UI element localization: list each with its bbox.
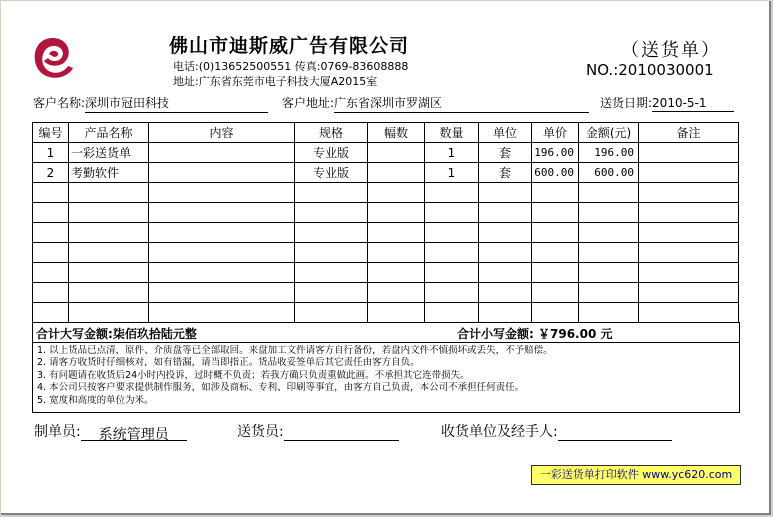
cell-col-no <box>33 303 69 323</box>
customer-address-field <box>282 94 589 113</box>
cell-col-remark <box>639 223 739 243</box>
customer-address-value: 广东省深圳市罗湖区 <box>334 94 589 113</box>
cell-col-content <box>149 183 295 203</box>
table-row <box>33 143 739 163</box>
company-phone-fax: 电话:(0)13652500551 传真:0769-83608888 <box>173 60 409 73</box>
document-title: （送货单） <box>621 40 721 61</box>
cell-col-spec <box>295 283 368 303</box>
cell-col-product: 一彩送货单 <box>69 143 149 163</box>
cell-col-no <box>33 203 69 223</box>
cell-col-qty: 1 <box>425 163 479 183</box>
cell-col-price: 600.00 <box>532 163 579 183</box>
cell-col-spec <box>295 183 368 203</box>
delivery-date-value: 2010-5-1 <box>652 96 734 112</box>
cell-col-qty <box>425 243 479 263</box>
table-row <box>33 223 739 243</box>
table-row <box>33 183 739 203</box>
cell-col-unit: 套 <box>479 163 532 183</box>
cell-col-product <box>69 263 149 283</box>
cell-col-qty <box>425 183 479 203</box>
cell-col-price <box>532 183 579 203</box>
cell-col-panels <box>368 283 425 303</box>
cell-col-amount: 196.00 <box>579 143 639 163</box>
cell-col-panels <box>368 263 425 283</box>
note-item: 2. 请客方收货时仔细核对，如有错漏，请当即指正。货品收妥签单后其它责任由客方自负。 <box>37 357 420 369</box>
customer-name-label: 客户名称: <box>33 96 86 110</box>
cell-col-content <box>149 163 295 183</box>
cell-col-spec <box>295 263 368 283</box>
cell-col-panels <box>368 243 425 263</box>
customer-address-label: 客户地址: <box>282 96 335 110</box>
items-table-body <box>33 123 739 323</box>
cell-col-spec <box>295 303 368 323</box>
cell-col-panels <box>368 303 425 323</box>
header-col-no: 编号 <box>33 123 69 143</box>
header-col-content: 内容 <box>149 123 295 143</box>
cell-col-unit <box>479 283 532 303</box>
cell-col-amount: 600.00 <box>579 163 639 183</box>
cell-col-no <box>33 283 69 303</box>
cell-col-product: 考勤软件 <box>69 163 149 183</box>
cell-col-qty <box>425 283 479 303</box>
cell-col-qty: 1 <box>425 143 479 163</box>
header-col-spec: 规格 <box>295 123 368 143</box>
cell-col-content <box>149 303 295 323</box>
cell-col-price <box>532 283 579 303</box>
terms-notes <box>32 343 740 413</box>
note-item: 4. 本公司只按客户要求提供制作服务，如涉及商标、专利、印刷等事宜，由客方自己负责，本公司不承担任何责任。 <box>37 382 525 394</box>
customer-name-field <box>33 94 268 113</box>
company-address: 地址:广东省东莞市电子科技大厦A2015室 <box>173 75 378 88</box>
company-logo-icon <box>31 34 75 82</box>
cell-col-no <box>33 263 69 283</box>
cell-col-spec <box>295 203 368 223</box>
cell-col-unit <box>479 303 532 323</box>
maker-label: 制单员: <box>34 424 81 440</box>
table-row <box>33 283 739 303</box>
software-badge[interactable]: 一彩送货单打印软件 www.yc620.com <box>531 465 741 485</box>
note-item: 5. 宽度和高度的单位为米。 <box>37 394 154 406</box>
cell-col-panels <box>368 203 425 223</box>
table-row <box>33 243 739 263</box>
cell-col-content <box>149 203 295 223</box>
cell-col-qty <box>425 303 479 323</box>
cell-col-panels <box>368 223 425 243</box>
receiver-line <box>558 424 672 441</box>
header-col-price: 单价 <box>532 123 579 143</box>
customer-name-value: 深圳市冠田科技 <box>85 94 268 113</box>
cell-col-unit <box>479 223 532 243</box>
cell-col-remark <box>639 183 739 203</box>
cell-col-no: 2 <box>33 163 69 183</box>
cell-col-price <box>532 303 579 323</box>
cell-col-product <box>69 183 149 203</box>
deliverer-line <box>284 424 399 441</box>
company-name: 佛山市迪斯威广告有限公司 <box>169 35 410 57</box>
cell-col-no <box>33 223 69 243</box>
cell-col-no <box>33 183 69 203</box>
cell-col-spec: 专业版 <box>295 143 368 163</box>
deliverer-signature <box>237 421 399 441</box>
cell-col-amount <box>579 303 639 323</box>
table-header-row <box>33 123 739 143</box>
cell-col-product <box>69 203 149 223</box>
cell-col-content <box>149 223 295 243</box>
cell-col-spec <box>295 223 368 243</box>
total-caps-label: 合计大写金额: <box>36 327 113 341</box>
total-small-unit: 元 <box>600 327 613 341</box>
table-row <box>33 203 739 223</box>
receiver-signature <box>441 421 672 441</box>
table-row <box>33 163 739 183</box>
cell-col-panels <box>368 143 425 163</box>
total-caps <box>36 325 197 342</box>
cell-col-unit <box>479 243 532 263</box>
delivery-date-field <box>600 94 734 112</box>
cell-col-price <box>532 223 579 243</box>
header-col-amount: 金额(元) <box>579 123 639 143</box>
total-small <box>457 325 613 342</box>
cell-col-amount <box>579 263 639 283</box>
cell-col-product <box>69 243 149 263</box>
cell-col-unit: 套 <box>479 143 532 163</box>
cell-col-qty <box>425 223 479 243</box>
deliverer-label: 送货员: <box>237 424 284 440</box>
cell-col-no <box>33 243 69 263</box>
cell-col-product <box>69 303 149 323</box>
cell-col-remark <box>639 143 739 163</box>
cell-col-remark <box>639 243 739 263</box>
cell-col-remark <box>639 263 739 283</box>
totals-row <box>32 322 740 343</box>
cell-col-remark <box>639 203 739 223</box>
cell-col-unit <box>479 203 532 223</box>
header-col-remark: 备注 <box>639 123 739 143</box>
delivery-note-page <box>1 1 771 515</box>
table-row <box>33 263 739 283</box>
cell-col-panels <box>368 163 425 183</box>
cell-col-no: 1 <box>33 143 69 163</box>
cell-col-panels <box>368 183 425 203</box>
total-small-value: ￥796.00 <box>538 327 597 341</box>
items-table <box>32 122 739 323</box>
cell-col-product <box>69 223 149 243</box>
cell-col-spec: 专业版 <box>295 163 368 183</box>
total-caps-value: 柒佰玖拾陆元整 <box>112 327 197 341</box>
cell-col-qty <box>425 263 479 283</box>
header-col-unit: 单位 <box>479 123 532 143</box>
cell-col-spec <box>295 243 368 263</box>
header-col-panels: 幅数 <box>368 123 425 143</box>
note-item: 3. 有问题请在收货后24小时内投诉，过时概不负责；若我方确只负责重做此画。不承担其它连带损失。 <box>37 369 470 381</box>
cell-col-amount <box>579 183 639 203</box>
receiver-label: 收货单位及经手人: <box>441 424 558 440</box>
note-item: 1. 以上货品已点清，原件、介质盘等已全部取回。来盘加工文件请客方自行备份，若盘内文件不慎损坏或丢失，不予赔偿。 <box>37 345 553 356</box>
table-row <box>33 303 739 323</box>
maker-value: 系统管理员 <box>81 424 187 441</box>
cell-col-amount <box>579 223 639 243</box>
header-col-product: 产品名称 <box>69 123 149 143</box>
cell-col-content <box>149 283 295 303</box>
cell-col-amount <box>579 283 639 303</box>
cell-col-amount <box>579 203 639 223</box>
cell-col-content <box>149 263 295 283</box>
cell-col-unit <box>479 263 532 283</box>
cell-col-remark <box>639 283 739 303</box>
document-number: NO.:2010030001 <box>586 61 714 79</box>
cell-col-content <box>149 243 295 263</box>
cell-col-product <box>69 283 149 303</box>
cell-col-qty <box>425 203 479 223</box>
cell-col-price <box>532 243 579 263</box>
cell-col-remark <box>639 303 739 323</box>
total-small-label: 合计小写金额: <box>457 327 534 341</box>
cell-col-remark <box>639 163 739 183</box>
maker-signature <box>34 421 187 441</box>
cell-col-price: 196.00 <box>532 143 579 163</box>
cell-col-price <box>532 203 579 223</box>
cell-col-price <box>532 263 579 283</box>
header-col-qty: 数量 <box>425 123 479 143</box>
cell-col-amount <box>579 243 639 263</box>
delivery-date-label: 送货日期: <box>600 96 653 110</box>
cell-col-content <box>149 143 295 163</box>
cell-col-unit <box>479 183 532 203</box>
